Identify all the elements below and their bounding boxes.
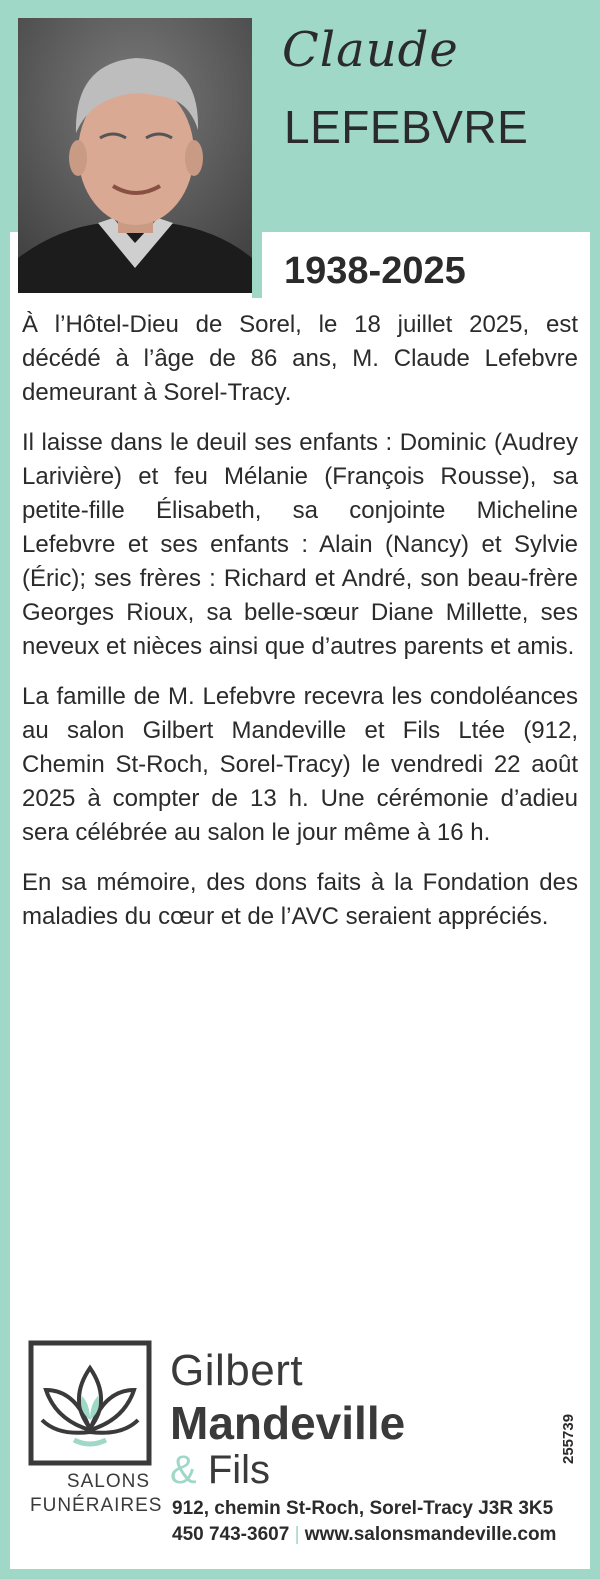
brand-name-mandeville: Mandeville [170, 1397, 406, 1449]
funeral-home-contact [172, 1524, 556, 1546]
contact-separator: | [294, 1524, 300, 1545]
ad-reference-number: 255739 [560, 1413, 577, 1464]
lotus-logo-icon [28, 1340, 152, 1466]
funeral-home-address: 912, chemin St-Roch, Sorel-Tracy J3R 3K5 [172, 1498, 554, 1519]
last-name: LEFEBVRE [284, 101, 529, 153]
portrait-illustration [18, 18, 252, 293]
first-name: Claude [282, 22, 459, 78]
brand-ampersand: & [170, 1448, 197, 1492]
phone-number: 450 743-3607 [172, 1524, 290, 1545]
funeral-home-footer [0, 1328, 600, 1568]
life-years: 1938-2025 [284, 250, 466, 292]
paragraph-death: À l’Hôtel-Dieu de Sorel, le 18 juillet 2025, est décédé à l’âge de 86 ans, M. Claude Lefebvre demeurant à Sorel-Tracy. [22, 311, 578, 406]
photo-shadow [252, 232, 262, 298]
brand-name-fils [170, 1448, 270, 1493]
portrait-photo [18, 18, 252, 293]
paragraph-condolences: La famille de M. Lefebvre recevra les condoléances au salon Gilbert Mandeville et Fils Ltée (912, Chemin St-Roch, Sorel-Tracy) le vendredi 22 août 2025 à compter de 13 h. Une cérémonie d’adieu sera célébrée au salon le jour même à 16 h. [22, 683, 578, 846]
brand-name-gilbert: Gilbert [170, 1346, 304, 1395]
brand-fils-text: Fils [207, 1448, 271, 1492]
salons-line1: SALONS [66, 1471, 150, 1492]
salons-line2: FUNÉRAIRES [30, 1495, 163, 1516]
website-link[interactable]: www.salonsmandeville.com [304, 1524, 557, 1545]
paragraph-donations: En sa mémoire, des dons faits à la Fondation des maladies du cœur et de l’AVC seraient appréciés. [22, 869, 578, 930]
paragraph-family: Il laisse dans le deuil ses enfants : Dominic (Audrey Larivière) et feu Mélanie (François Rousse), sa petite-fille Élisabeth, sa conjointe Micheline Lefebvre et ses enfants : Alain (Nancy) et Sylvie (Éric); ses frères : Richard et André, son beau-frère Georges Rioux, sa belle-sœur Diane Millette, ses neveux et nièces ainsi que d’autres parents et amis. [22, 429, 578, 660]
obituary-text [22, 308, 578, 950]
salons-label [30, 1470, 163, 1518]
